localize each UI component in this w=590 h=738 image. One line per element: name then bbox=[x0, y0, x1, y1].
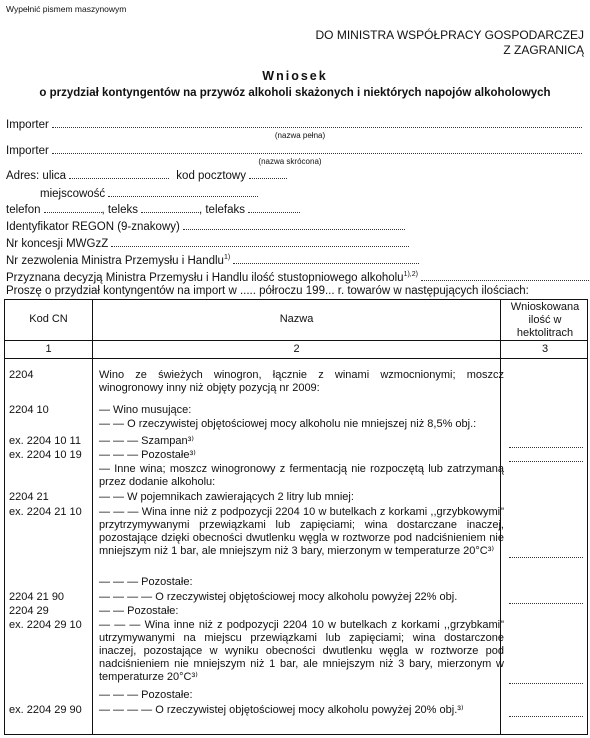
name-cell: — — — — O rzeczywistej objętościowej mocy alkoholu powyżej 20% obj.³⁾ bbox=[99, 704, 464, 716]
importer-full-input[interactable] bbox=[52, 118, 582, 128]
name-cell: — — — Pozostałe³⁾ bbox=[99, 449, 196, 461]
column-number-1: 1 bbox=[45, 343, 52, 355]
name-cell: — — O rzeczywistej objętościowej mocy alkoholu nie mniejszej niż 8,5% obj.: bbox=[99, 418, 477, 430]
importer-full-caption: (nazwa pełna) bbox=[274, 131, 326, 140]
importer-short-label: Importer bbox=[6, 145, 49, 157]
address-street-field[interactable] bbox=[6, 169, 287, 184]
name-cell: — — — Wina inne niż z podpozycji 2204 10 w butelkach z korkami ,,grzybkowymi" przytrzymywanymi przewiązkami lub zapięciami; wina dostarczane inaczej, pozostające dzięki obecności dwutlenku węgla w roztworze pod nadciśnieniem nie mniejszym niż 1 bar, ale mniejszym niż 3 bary, mierzonym w temperaturze 20°C³⁾ bbox=[99, 506, 504, 557]
permit-label: Nr zezwolenia Ministra Przemysłu i Handlu bbox=[6, 255, 224, 267]
cn-code-cell: 2204 21 bbox=[9, 491, 49, 503]
concession-field[interactable] bbox=[6, 237, 409, 252]
quantity-input[interactable] bbox=[509, 706, 583, 717]
street-input[interactable] bbox=[69, 169, 169, 179]
header-divider bbox=[5, 340, 587, 341]
granted-input[interactable] bbox=[421, 271, 589, 281]
city-input[interactable] bbox=[108, 187, 258, 197]
addressee-line-2: Z ZAGRANICĄ bbox=[503, 43, 584, 57]
cn-code-cell: 2204 21 90 bbox=[9, 591, 65, 603]
fill-instruction-note: Wypełnić pismem maszynowym bbox=[6, 4, 127, 14]
postal-code-input[interactable] bbox=[249, 169, 287, 179]
phone-input[interactable] bbox=[44, 203, 102, 213]
cn-code-cell: 2204 bbox=[9, 369, 34, 381]
name-cell: — Inne wina; moszcz winogronowy z fermentacją nie rozpoczętą lub zatrzymaną przez dodanie alkoholu: bbox=[99, 463, 504, 488]
name-cell: — — — Szampan³⁾ bbox=[99, 435, 195, 447]
document-subtitle: o przydział kontyngentów na przywóz alkoholi skażonych i niektórych napojów alkoholowych bbox=[39, 87, 551, 99]
fax-label: , telefaks bbox=[198, 204, 245, 216]
name-cell: — — — — O rzeczywistej objętościowej mocy alkoholu powyżej 22% obj. bbox=[99, 591, 458, 603]
column-number-3: 3 bbox=[541, 343, 549, 355]
cn-code-cell: 2204 29 bbox=[9, 605, 49, 617]
addressee-line-1: DO MINISTRA WSPÓŁPRACY GOSPODARCZEJ bbox=[315, 28, 584, 42]
cn-codes-table bbox=[4, 299, 588, 735]
regon-field[interactable] bbox=[6, 220, 405, 235]
quantity-input[interactable] bbox=[509, 437, 583, 448]
regon-input[interactable] bbox=[183, 220, 405, 230]
cn-code-cell: ex. 2204 10 19 bbox=[9, 449, 82, 461]
phone-label: telefon bbox=[6, 204, 41, 216]
address-street-label: Adres: ulica bbox=[6, 170, 67, 182]
telex-label: , teleks bbox=[101, 204, 138, 216]
concession-label: Nr koncesji MWGzZ bbox=[6, 238, 109, 250]
quantity-input[interactable] bbox=[509, 673, 583, 684]
column-number-divider bbox=[5, 358, 587, 359]
fax-input[interactable] bbox=[248, 203, 300, 213]
addressee-block bbox=[316, 28, 585, 58]
column-number-2: 2 bbox=[293, 343, 300, 355]
concession-input[interactable] bbox=[111, 237, 409, 247]
cn-code-cell: 2204 10 bbox=[9, 404, 49, 416]
granted-amount-field[interactable] bbox=[6, 271, 589, 286]
header-name: Nazwa bbox=[279, 313, 314, 325]
name-cell: — — W pojemnikach zawierających 2 litry lub mniej: bbox=[99, 491, 354, 503]
regon-label: Identyfikator REGON (9-znakowy) bbox=[6, 221, 180, 233]
city-label: miejscowość bbox=[40, 188, 106, 200]
importer-short-input[interactable] bbox=[52, 144, 582, 154]
granted-label: Przyznana decyzją Ministra Przemysłu i Handlu ilość stustopniowego alkoholu bbox=[6, 272, 404, 284]
permit-input[interactable] bbox=[233, 254, 419, 264]
header-quantity: Wnioskowana ilość w hektolitrach bbox=[510, 301, 580, 339]
quantity-input[interactable] bbox=[509, 547, 583, 558]
cn-code-cell: ex. 2204 29 90 bbox=[9, 704, 82, 716]
cn-code-cell: ex. 2204 29 10 bbox=[9, 619, 82, 631]
name-cell: — — — Pozostałe: bbox=[99, 689, 193, 701]
header-cn-code: Kod CN bbox=[29, 313, 68, 325]
name-cell: — — Pozostałe: bbox=[99, 605, 179, 617]
document-title: Wniosek bbox=[262, 69, 328, 83]
cn-code-cell: ex. 2204 21 10 bbox=[9, 506, 82, 518]
postal-code-label: kod pocztowy bbox=[176, 170, 246, 182]
cn-code-cell: ex. 2204 10 11 bbox=[9, 435, 81, 447]
permit-footnote-ref: 1) bbox=[223, 254, 231, 262]
request-text: Proszę o przydział kontyngentów na import w ..... półroczu 199... r. towarów w następujących ilościach: bbox=[6, 285, 529, 297]
name-cell: — — — Wina inne niż z podpozycji 2204 10 w butelkach z korkami ,,grzybkami" utrzymywanymi na miejscu przewiązkami lub zapięciami; wina dostarczone inaczej, pozostające w wyniku obecności dwutlenku węgla w roztworze pod nadciśnieniem nie mniejszym niż 1 bar, ale mniejszym niż 3 bary, mierzonym w temperaturze 20°C³⁾ bbox=[99, 619, 504, 683]
city-field[interactable] bbox=[40, 187, 258, 202]
granted-footnote-ref: 1),2) bbox=[403, 271, 418, 279]
contact-field[interactable] bbox=[6, 203, 300, 218]
telex-input[interactable] bbox=[141, 203, 199, 213]
name-cell: — Wino musujące: bbox=[99, 404, 192, 416]
quantity-input[interactable] bbox=[509, 593, 583, 604]
name-cell: Wino ze świeżych winogron, łącznie z winami wzmocnionymi; moszcz winogronowy inny niż objęty pozycją nr 2009: bbox=[99, 369, 504, 394]
permit-field[interactable] bbox=[6, 254, 419, 269]
importer-full-label: Importer bbox=[6, 119, 49, 131]
quantity-input[interactable] bbox=[509, 451, 583, 462]
importer-short-caption: (nazwa skrócona) bbox=[258, 157, 322, 166]
name-cell: — — — Pozostałe: bbox=[99, 576, 193, 588]
